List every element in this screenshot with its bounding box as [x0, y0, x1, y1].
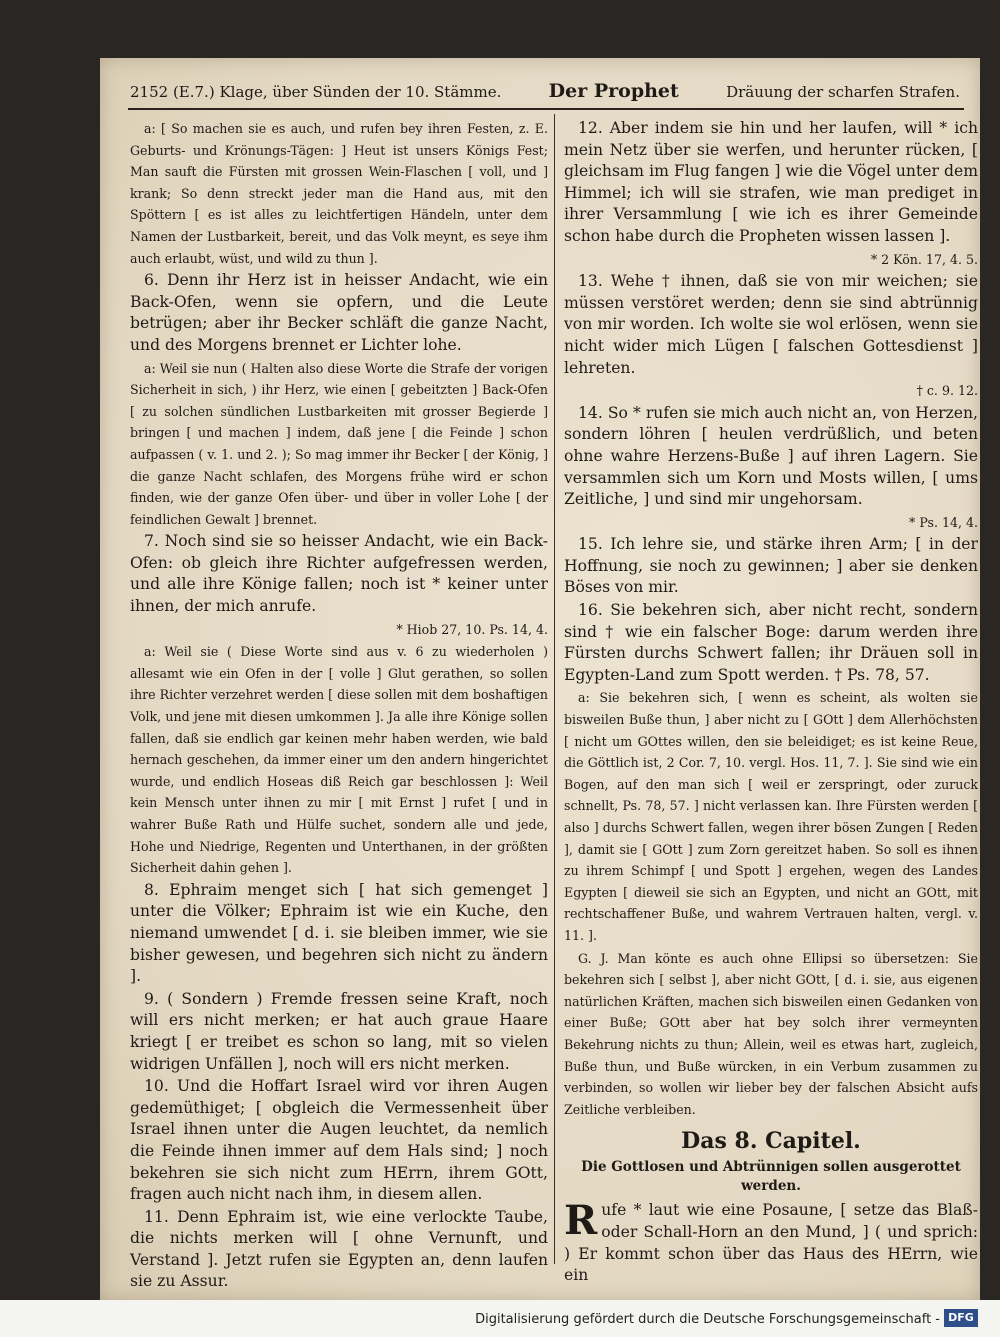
verse-paragraph: 10. Und die Hoffart Israel wird vor ihren Augen gedemüthiget; [ obgleich die Vermessenheit über Israel ihnen unter die Augen leuchtet, da nemlich die Feinde ihnen immer auf dem Hals sind; ] noch bekehren sie sich nicht zum HErrn, ihrem GOtt, fragen auch nicht nach ihm, in diesem allen.	[130, 1077, 548, 1204]
commentary-paragraph: a: Weil sie ( Diese Worte sind aus v. 6 zu wiederholen ) allesamt wie ein Ofen in der [ volle ] Glut gerathen, so sollen ihre Richter verzehret werden [ diese sollen mit dem boshaftigen Volk, und jene mit diesen umkommen ]. Ja alle ihre Könige sollen fallen, daß sie endlich gar keinen mehr haben werden, wie bald hernach geschehen, da immer einer um den andern hingerichtet wurde, und endlich Hoseas diß Reich gar beschlossen ]: Weil kein Mensch unter ihnen zu mir [ mit Ernst ] rufet [ und in wahrer Buße Rath und Hülfe suchet, sondern alle und jede, Hohe und Niedrige, Regenten und Unterthanen, in der größten Sicherheit dahin gehen ].	[130, 644, 548, 876]
chapter-heading: Das 8. Capitel.	[681, 1128, 861, 1155]
drop-cap: R	[564, 1197, 598, 1245]
verse-paragraph: 11. Denn Ephraim ist, wie eine verlockte Taube, die nichts merken will [ ohne Vernunft, und Verstand ]. Jetzt rufen sie Egypten an, denn laufen sie zu Assur.	[130, 1207, 548, 1291]
commentary-paragraph: G. J. Man könte es auch ohne Ellipsi so übersetzen: Sie bekehren sich [ selbst ], aber nicht GOtt, [ d. i. sie, aus eigenen natürlichen Kräften, machen sich bisweilen einen Gedanken von einer Buße; GOtt aber hat bey solch ihrer vermeynten Bekehrung nichts zu thun; Allein, weil es etwas hart, zugleich, Buße thun, und Buße würcken, in ein Verbum zusammen zu verbinden, so wollen wir lieber bey der falschen Absicht aufs Zeitliche verbleiben.	[564, 950, 978, 1117]
cross-reference: † c. 9. 12.	[916, 383, 978, 399]
cross-reference: * Ps. 14, 4.	[909, 514, 978, 530]
chapter-first-verse	[564, 1197, 978, 1286]
footer-bar	[0, 1300, 1000, 1337]
book-page	[100, 58, 980, 1300]
commentary-paragraph: a: [ So machen sie es auch, und rufen bey ihren Festen, z. E. Geburts- und Krönungs-Tägen: ] Heut ist unsers Königs Fest; Man sauft die Fürsten mit grossen Wein-Flaschen [ voll, und ] krank; So denn streckt jeder man die Hand aus, mit den Spöttern [ es ist alles zu leichtfertigen Händeln, unter dem Namen der Lustbarkeit, bereit, und das Volk meynt, es seye ihm auch erlaubt, wüst, und wild zu thun ].	[130, 121, 548, 266]
funding-notice: Digitalisierung gefördert durch die Deutsche Forschungsgemeinschaft -	[475, 1312, 940, 1327]
first-verse-text: ufe * laut wie eine Posaune, [ setze das Blaß- oder Schall-Horn an den Mund, ] ( und sprich: ) Er kommt schon über das Haus des HErrn, wie ein	[564, 1201, 978, 1285]
commentary-paragraph: a: Weil sie nun ( Halten also diese Worte die Strafe der vorigen Sicherheit in sich, ) ihr Herz, wie einen [ gebeitzten ] Back-Ofen [ zu solchen sündlichen Lustbarkeiten mit grosser Begierde ] bringen [ und machen ] indem, daß jene [ die Feinde ] schon aufpassen ( v. 1. und 2. ); So mag immer ihr Becker [ der König, ] die ganze Nacht schlafen, des Morgens frühe wird er schon finden, wie der ganze Ofen über- und über in voller Lohe [ der feindlichen Gewalt ] brennet.	[130, 360, 548, 527]
verse-paragraph: 8. Ephraim menget sich [ hat sich gemenget ] unter die Völker; Ephraim ist wie ein Kuche, den niemand umwendet [ d. i. sie bleiben immer, wie sie bisher gewesen, und begehren sich nicht zu ändern ].	[130, 880, 548, 986]
commentary-paragraph: a: Sie bekehren sich, [ wenn es scheint, als wolten sie bisweilen Buße thun, ] aber nicht zu [ GOtt ] dem Allerhöchsten [ nicht um GOttes willen, den sie beleidiget; es ist keine Reue, die Göttlich ist, 2 Cor. 7, 10. vergl. Hos. 11, 7. ]. Sie sind wie ein Bogen, auf den man sich [ weil er zerspringt, oder zuruck schnellt, Ps. 78, 57. ] nicht verlassen kan. Ihre Fürsten werden [ also ] durchs Schwert fallen, wegen ihrer bösen Zungen [ Reden ], damit sie [ GOtt ] zum Zorn gereitzet haben. So soll es ihnen zu ihrem Schimpf [ und Spott ] ergehen, wegen des Landes Egypten [ dieweil sie sich an Egypten, und nicht an GOtt, mit rechtschaffener Buße, und wahrem Vertrauen halten, vergl. v. 11. ].	[564, 690, 978, 943]
header-rule	[128, 108, 964, 110]
verse-paragraph: 16. Sie bekehren sich, aber nicht recht, sondern sind † wie ein falscher Boge: darum werden ihre Fürsten durchs Schwert fallen; ihr Dräuen soll in Egypten-Land zum Spott werden. † Ps. 78, 57.	[564, 601, 978, 684]
running-head-left: 2152 (E.7.) Klage, über Sünden der 10. Stämme.	[130, 83, 502, 101]
verse-paragraph: 15. Ich lehre sie, und stärke ihren Arm; [ in der Hoffnung, sie noch zu gewinnen; ] aber sie denken Böses von mir.	[564, 535, 978, 597]
dfg-logo: DFG	[944, 1309, 978, 1327]
cross-reference: * Hiob 27, 10. Ps. 14, 4.	[396, 621, 548, 637]
right-column	[564, 118, 978, 1285]
running-head-right: Dräuung der scharfen Strafen.	[726, 83, 960, 101]
verse-paragraph: 6. Denn ihr Herz ist in heisser Andacht, wie ein Back-Ofen, wenn sie opfern, und die Leute betrügen; aber ihr Becker schläft die ganze Nacht, und des Morgens brennet er Lichter lohe.	[130, 271, 548, 354]
verse-paragraph: 12. Aber indem sie hin und her laufen, will * ich mein Netz über sie werfen, und herunter rücken, [ gleichsam im Flug fangen ] wie die Vögel unter dem Himmel; ich will sie strafen, wie man prediget in ihrer Versammlung [ wie ich es ihrer Gemeinde schon habe durch die Propheten wissen lassen ].	[564, 119, 978, 245]
cross-reference: * 2 Kön. 17, 4. 5.	[870, 251, 978, 267]
verse-paragraph: 13. Wehe † ihnen, daß sie von mir weichen; sie müssen verstöret werden; denn sie sind abtrünnig von mir worden. Ich wolte sie wol erlösen, wenn sie nicht wider mich Lügen [ falschen Gottesdienst ] lehreten.	[564, 272, 978, 377]
running-head-title: Der Prophet	[548, 80, 679, 102]
verse-paragraph: 7. Noch sind sie so heisser Andacht, wie ein Back-Ofen: ob gleich ihre Richter aufgefressen werden, und alle ihre Könige fallen; noch ist * keiner unter ihnen, der mich anrufe.	[130, 532, 548, 616]
chapter-summary: Die Gottlosen und Abtrünnigen sollen ausgerottet werden.	[581, 1159, 961, 1195]
verse-paragraph: 14. So * rufen sie mich auch nicht an, von Herzen, sondern löhren [ heulen verdrüßlich, und beten ohne wahre Herzens-Buße ] auf ihren Lagern. Sie versammlen sich um Korn und Mosts willen, [ ums Zeitliche, ] und sind mir ungehorsam.	[564, 403, 978, 509]
column-divider	[554, 114, 555, 1264]
running-head	[130, 80, 960, 108]
left-column	[130, 118, 548, 1291]
verse-paragraph: 9. ( Sondern ) Fremde fressen seine Kraft, noch will ers nicht merken; er hat auch graue Haare kriegt [ er treibet es schon so lang, mit so vielen widrigen Unfällen ], noch will ers nicht merken.	[130, 989, 548, 1073]
